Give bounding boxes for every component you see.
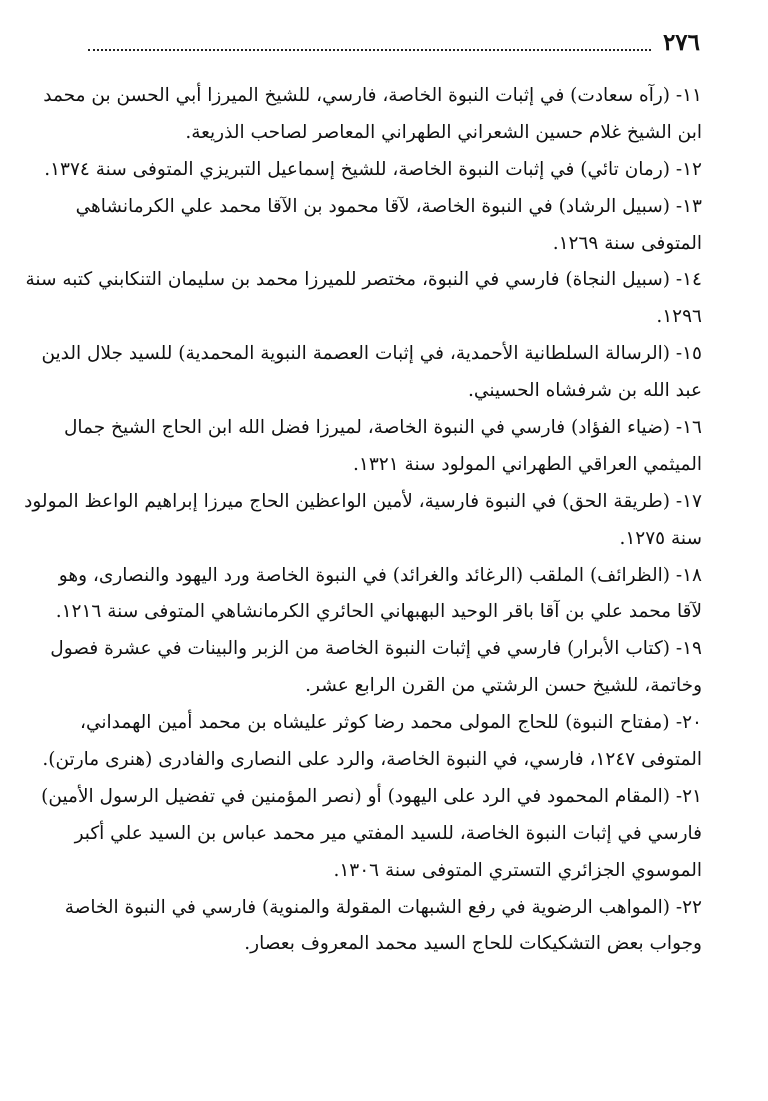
bibliography-entry	[44, 152, 702, 189]
bibliography-entry	[41, 336, 702, 410]
entry-line: ٢١- (المقام المحمود في الرد على اليهود) أو (نصر المؤمنين في تفضيل الرسول الأمين)	[41, 785, 702, 807]
entry-line: ١٧- (طريقة الحق) في النبوة فارسية، لأمين الواعظين الحاج ميرزا إبراهيم الواعظ المولود	[24, 490, 702, 512]
entry-line: وخاتمة، للشيخ حسن الرشتي من القرن الرابع عشر.	[305, 675, 702, 697]
bibliography-entry	[55, 558, 702, 632]
entry-line: ١٦- (ضياء الفؤاد) فارسي في النبوة الخاصة، لميرزا فضل الله ابن الحاج الشيخ جمال	[63, 417, 702, 439]
entry-line: لآقا محمد علي بن آقا باقر الوحيد البهبهاني الحائري الكرمانشاهي المتوفى سنة ١٢١٦.	[55, 601, 702, 623]
bibliography-entry	[24, 484, 702, 558]
bibliography-entry	[25, 262, 702, 336]
bibliography-entry	[43, 78, 702, 152]
entry-line: ١٣- (سبيل الرشاد) في النبوة الخاصة، لآقا محمود بن الآقا محمد علي الكرمانشاهي	[75, 195, 702, 217]
bibliography-entry	[75, 189, 702, 263]
bibliography-list	[24, 78, 702, 963]
bibliography-entry	[63, 410, 702, 484]
entry-line: المتوفى سنة ١٢٦٩.	[552, 232, 702, 254]
page-number: ٢٧٦	[662, 28, 700, 56]
entry-line: المتوفى ١٢٤٧، فارسي، في النبوة الخاصة، والرد على النصارى والفادرى (هنرى مارتن).	[42, 749, 702, 771]
entry-line: ١٨- (الظرائف) الملقب (الرغائد والغرائد) في النبوة الخاصة ورد اليهود والنصارى، وهو	[58, 564, 702, 586]
entry-line: الموسوي الجزائري التستري المتوفى سنة ١٣٠٦.	[333, 859, 702, 881]
bibliography-entry	[64, 890, 702, 964]
entry-line: ١٢٩٦.	[656, 306, 702, 328]
entry-line: ٢٠- (مفتاح النبوة) للحاج المولى محمد رضا كوثر عليشاه بن محمد أمين الهمداني،	[80, 712, 702, 734]
entry-line: ١١- (رآه سعادت) في إثبات النبوة الخاصة، فارسي، للشيخ الميرزا أبي الحسن بن محمد	[43, 85, 702, 106]
entry-line: وجواب بعض التشكيكات للحاج السيد محمد المعروف بعصار.	[244, 933, 702, 955]
entry-line: عبد الله بن شرفشاه الحسيني.	[468, 380, 702, 402]
page-header	[88, 24, 700, 60]
bibliography-entry	[41, 779, 702, 890]
entry-line: ١٩- (كتاب الأبرار) فارسي في إثبات النبوة الخاصة من الزبر والبينات في عشرة فصول	[50, 638, 702, 660]
entry-line: ١٥- (الرسالة السلطانية الأحمدية، في إثبات العصمة النبوية المحمدية) للسيد جلال الدين	[41, 343, 702, 365]
entry-line: ابن الشيخ غلام حسين الشعراني الطهراني المعاصر لصاحب الذريعة.	[185, 121, 702, 143]
bibliography-entry	[50, 631, 702, 705]
entry-line: فارسي في إثبات النبوة الخاصة، للسيد المفتي مير محمد عباس بن السيد علي أكبر	[74, 822, 702, 844]
dotted-rule	[88, 49, 651, 51]
entry-line: سنة ١٢٧٥.	[619, 527, 702, 549]
entry-line: ٢٢- (المواهب الرضوية في رفع الشبهات المقولة والمنوية) فارسي في النبوة الخاصة	[64, 896, 702, 918]
entry-line: ١٤- (سبيل النجاة) فارسي في النبوة، مختصر للميرزا محمد بن سليمان التنكابني كتبه سنة	[25, 269, 702, 291]
bibliography-entry	[42, 705, 702, 779]
entry-line: ١٢- (رمان تائي) في إثبات النبوة الخاصة، للشيخ إسماعيل التبريزي المتوفى سنة ١٣٧٤.	[44, 158, 702, 180]
entry-line: الميثمي العراقي الطهراني المولود سنة ١٣٢١.	[353, 453, 702, 475]
